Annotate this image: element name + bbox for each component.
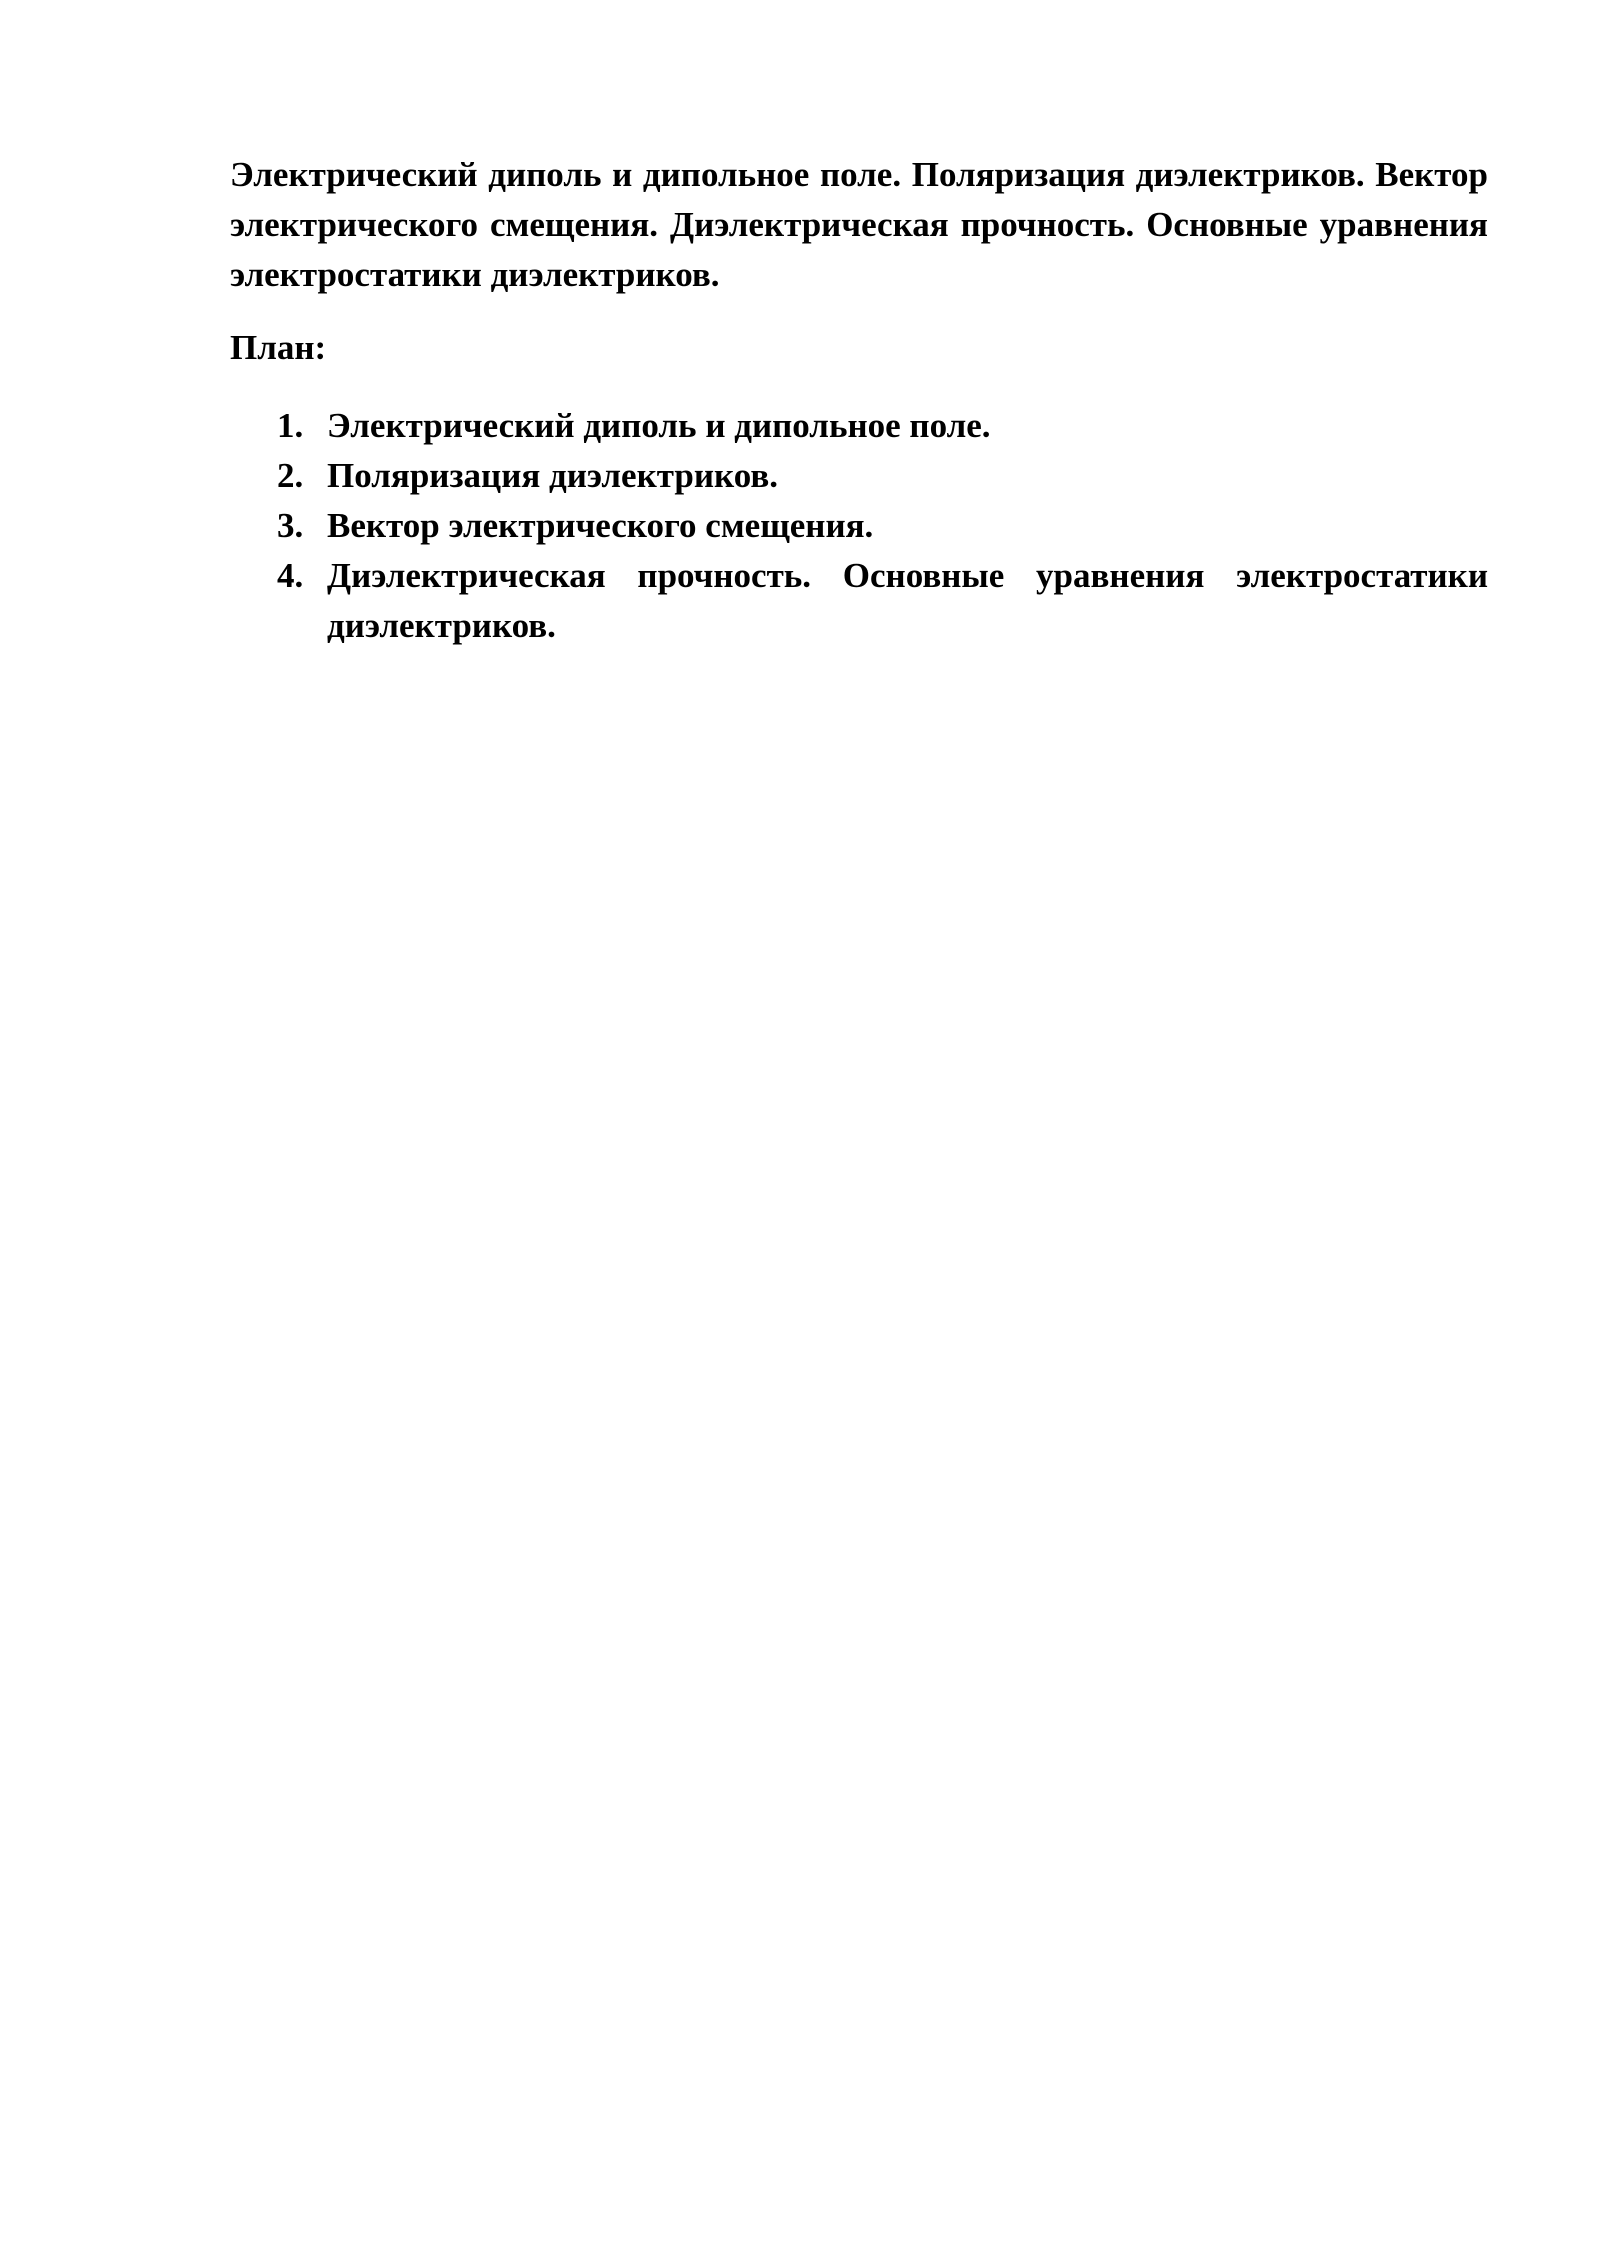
plan-item-text: Поляризация диэлектриков.: [327, 456, 778, 495]
plan-item-text: Диэлектрическая прочность. Основные уравнения электростатики диэлектриков.: [327, 556, 1488, 645]
plan-item-number: 4.: [277, 556, 304, 595]
plan-heading: План:: [230, 328, 327, 367]
plan-item-text: Электрический диполь и дипольное поле.: [327, 406, 991, 445]
document-title: Электрический диполь и дипольное поле. Поляризация диэлектриков. Вектор электрического смещения. Диэлектрическая прочность. Основные уравнения электростатики диэлектриков.: [230, 155, 1488, 294]
plan-item: [230, 401, 1488, 451]
plan-item: [230, 551, 1488, 651]
plan-item-number: 1.: [277, 406, 304, 445]
plan-list: [230, 401, 1488, 651]
plan-item-text: Вектор электрического смещения.: [327, 506, 874, 545]
plan-item-number: 2.: [277, 456, 304, 495]
plan-item: [230, 501, 1488, 551]
plan-item-number: 3.: [277, 506, 304, 545]
plan-item: [230, 451, 1488, 501]
document-content: [230, 150, 1488, 651]
